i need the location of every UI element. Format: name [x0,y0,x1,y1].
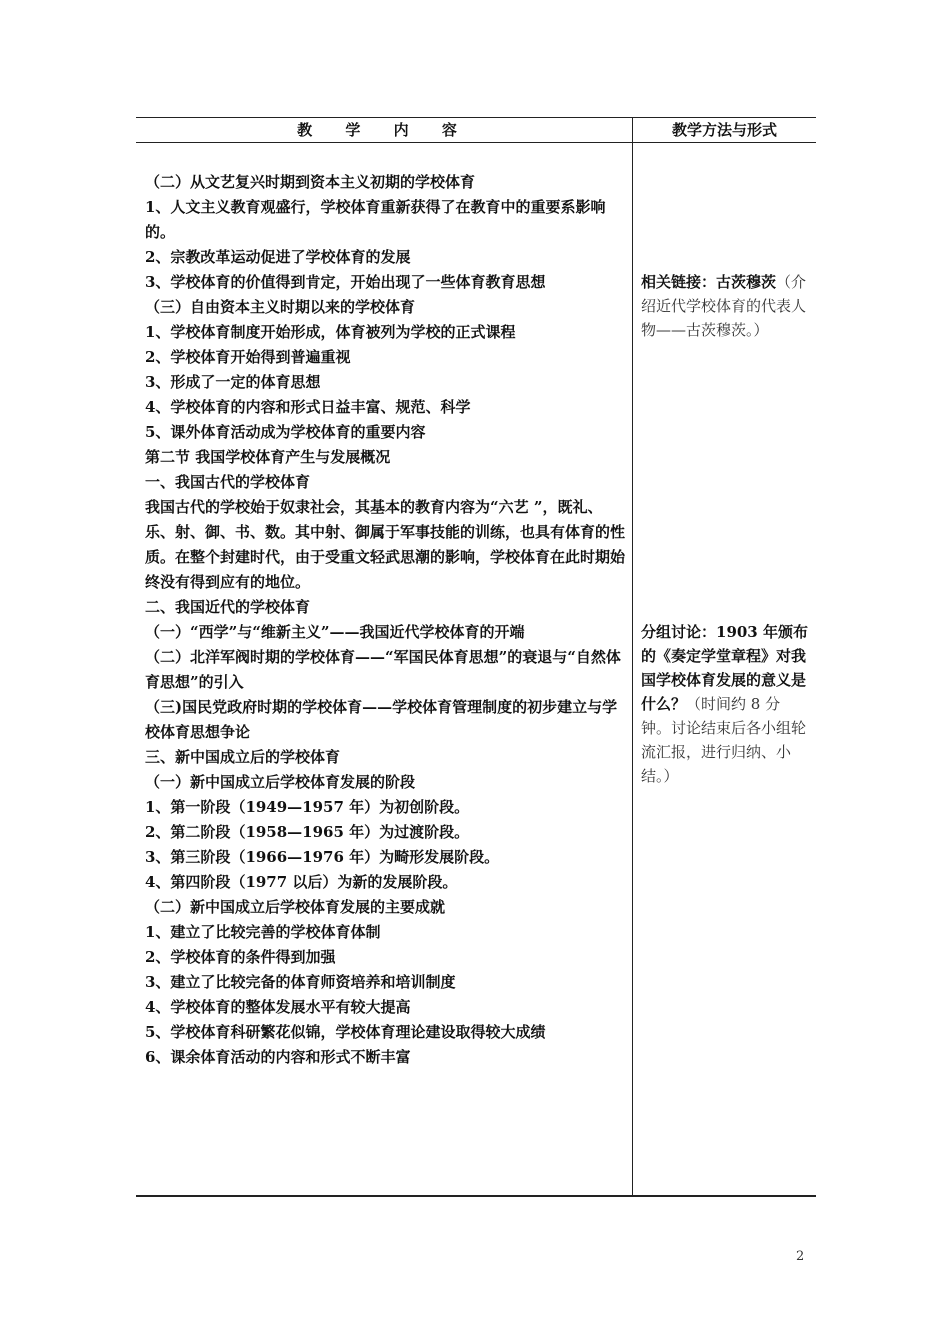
teaching-content [145,170,627,1070]
discussion-note: （时间约 8 分钟。讨论结束后各小组轮流汇报，进行归纳、小结。） [641,695,807,785]
content-line: 1、建立了比较完善的学校体育体制 [145,923,381,941]
table-bottom-rule [136,1195,816,1197]
content-paragraph: 我国古代的学校始于奴隶社会，其基本的教育内容为“六艺 ”，既礼、乐、射、御、书、数。其中射、御属于军事技能的训练，也具有体育的性质。在整个封建时代，由于受重文轻武思潮的影响，学校体育在此时期始终没有得到应有的地位。 [145,498,626,591]
related-link-note: （介绍近代学校体育的代表人物——古茨穆茨。） [641,273,807,339]
content-line: 3、学校体育的价值得到肯定，开始出现了一些体育教育思想 [145,273,546,291]
content-line: 2、第二阶段（1958—1965 年）为过渡阶段。 [145,823,470,841]
content-line: （一）新中国成立后学校体育发展的阶段 [145,773,416,791]
content-line: （二）从文艺复兴时期到资本主义初期的学校体育 [145,173,476,191]
content-line: 2、宗教改革运动促进了学校体育的发展 [145,248,411,266]
content-column-header: 教 学 内 容 [297,121,471,139]
related-link-title: 相关链接：古茨穆茨 [641,273,777,291]
content-line: 1、学校体育制度开始形成，体育被列为学校的正式课程 [145,323,516,341]
content-line: 3、第三阶段（1966—1976 年）为畸形发展阶段。 [145,848,500,866]
discussion-question: 分组讨论：1903 年颁布的《奏定学堂章程》对我国学校体育发展的意义是什么？ [641,623,808,713]
content-line: （一）“西学”与“维新主义”——我国近代学校体育的开端 [145,623,525,641]
content-line: 4、学校体育的整体发展水平有较大提高 [145,998,411,1016]
content-line: 5、学校体育科研繁花似锦，学校体育理论建设取得较大成绩 [145,1023,546,1041]
content-line: 三、新中国成立后的学校体育 [145,748,341,766]
content-line: 3、建立了比较完备的体育师资培养和培训制度 [145,973,456,991]
content-line: 6、课余体育活动的内容和形式不断丰富 [145,1048,411,1066]
method-column-header: 教学方法与形式 [671,121,777,139]
table-top-rule [136,117,816,118]
content-line: 1、第一阶段（1949—1957 年）为初创阶段。 [145,798,470,816]
content-line: 二、我国近代的学校体育 [145,598,311,616]
content-line: （二）北洋军阀时期的学校体育——“军国民体育思想”的衰退与“自然体育思想”的引入 [145,648,621,691]
method-group-discussion [641,620,809,788]
content-line: 4、学校体育的内容和形式日益丰富、规范、科学 [145,398,471,416]
content-line: 一、我国古代的学校体育 [145,473,311,491]
content-line: 4、第四阶段（1977 以后）为新的发展阶段。 [145,873,458,891]
content-line: （二）新中国成立后学校体育发展的主要成就 [145,898,446,916]
content-line: 5、课外体育活动成为学校体育的重要内容 [145,423,426,441]
table-header-rule [136,142,816,143]
content-line: （三)国民党政府时期的学校体育——学校体育管理制度的初步建立与学校体育思想争论 [145,698,618,741]
method-related-link [641,270,809,342]
content-line: 2、学校体育的条件得到加强 [145,948,336,966]
content-line: 1、人文主义教育观盛行，学校体育重新获得了在教育中的重要系影响的。 [145,198,606,241]
content-line: 3、形成了一定的体育思想 [145,373,321,391]
page-number: 2 [796,1249,805,1264]
content-line: 2、学校体育开始得到普遍重视 [145,348,351,366]
table-column-divider [632,117,633,1197]
section-heading: 第二节 我国学校体育产生与发展概况 [145,448,391,466]
content-line: （三）自由资本主义时期以来的学校体育 [145,298,416,316]
